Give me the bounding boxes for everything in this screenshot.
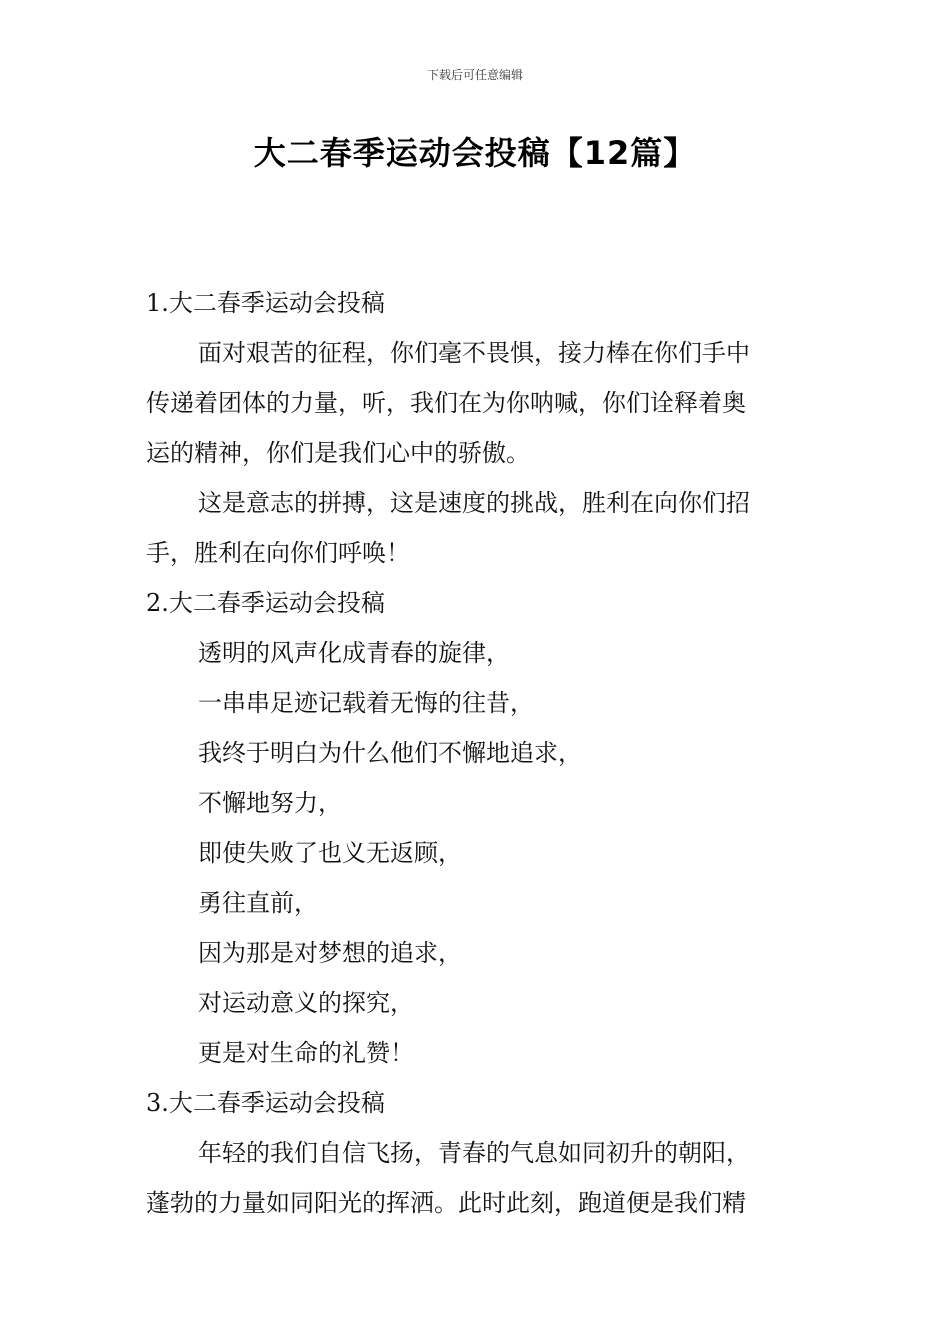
paragraph-line: 蓬勃的力量如同阳光的挥洒。此时此刻，跑道便是我们精: [146, 1189, 746, 1217]
section-heading: 3.大二春季运动会投稿: [146, 1089, 385, 1117]
paragraph-line: 面对艰苦的征程，你们毫不畏惧，接力棒在你们手中: [198, 339, 750, 367]
poem-line: 不懈地努力，: [198, 789, 342, 817]
paragraph-line: 手，胜利在向你们呼唤！: [146, 539, 410, 567]
document-title: 大二春季运动会投稿【12篇】: [253, 134, 697, 172]
poem-line: 即使失败了也义无返顾，: [198, 839, 462, 867]
poem-line: 一串串足迹记载着无悔的往昔，: [198, 689, 534, 717]
poem-line: 勇往直前，: [198, 889, 318, 917]
header-note: 下载后可任意编辑: [426, 68, 523, 82]
paragraph-line: 年轻的我们自信飞扬，青春的气息如同初升的朝阳，: [198, 1139, 750, 1167]
section-heading: 1.大二春季运动会投稿: [146, 289, 385, 317]
poem-line: 更是对生命的礼赞！: [198, 1039, 414, 1067]
poem-line: 我终于明白为什么他们不懈地追求，: [198, 739, 582, 767]
poem-line: 对运动意义的探究，: [198, 989, 414, 1017]
section-heading: 2.大二春季运动会投稿: [146, 589, 385, 617]
poem-line: 透明的风声化成青春的旋律，: [198, 639, 510, 667]
paragraph-line: 运的精神，你们是我们心中的骄傲。: [146, 439, 530, 467]
document-body: [146, 278, 810, 1228]
poem-line: 因为那是对梦想的追求，: [198, 939, 462, 967]
paragraph-line: 这是意志的拼搏，这是速度的挑战，胜利在向你们招: [198, 489, 750, 517]
paragraph-line: 传递着团体的力量，听，我们在为你呐喊，你们诠释着奥: [146, 389, 746, 417]
